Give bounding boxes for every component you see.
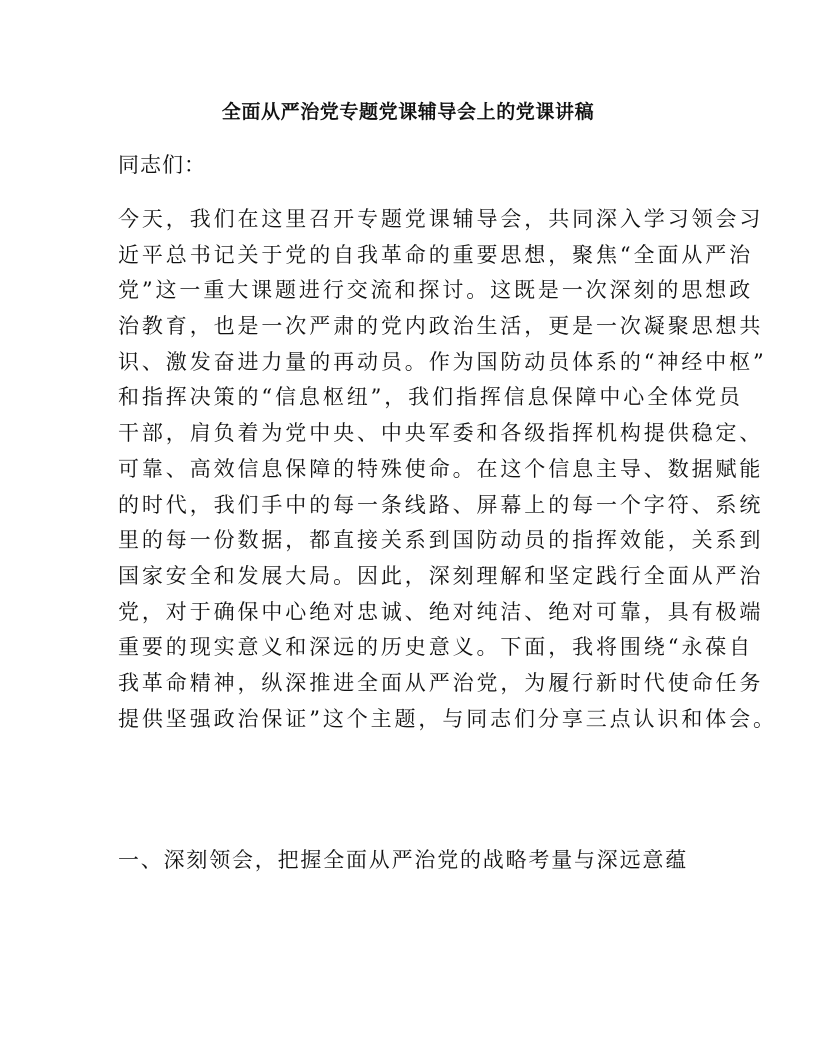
section-heading: 一、深刻领会，把握全面从严治党的战略考量与深远意蕴 <box>118 848 688 872</box>
paragraph-line: 和指挥决策的“信息枢纽”，我们指挥信息保障中心全体党员 <box>118 385 743 410</box>
paragraph-line: 治教育，也是一次严肃的党内政治生活，更是一次凝聚思想共 <box>118 314 764 339</box>
paragraph-line: 干部，肩负着为党中央、中央军委和各级指挥机构提供稳定、 <box>118 421 764 446</box>
paragraph-line: 国家安全和发展大局。因此，深刻理解和坚定践行全面从严治 <box>118 563 764 588</box>
paragraph-line: 里的每一份数据，都直接关系到国防动员的指挥效能，关系到 <box>118 528 764 553</box>
body-paragraph <box>118 204 777 739</box>
paragraph-line: 我革命精神，纵深推进全面从严治党，为履行新时代使命任务 <box>118 670 764 695</box>
paragraph-line: 重要的现实意义和深远的历史意义。下面，我将围绕“永葆自 <box>118 635 754 660</box>
document-title: 全面从严治党专题党课辅导会上的党课讲稿 <box>221 101 595 123</box>
paragraph-line: 识、激发奋进力量的再动员。作为国防动员体系的“神经中枢” <box>118 349 767 374</box>
paragraph-line: 党”这一重大课题进行交流和探讨。这既是一次深刻的思想政 <box>118 278 754 303</box>
paragraph-line: 党，对于确保中心绝对忠诚、绝对纯洁、绝对可靠，具有极端 <box>118 599 764 624</box>
paragraph-line: 提供坚强政治保证”这个主题，与同志们分享三点认识和体会。 <box>118 706 777 731</box>
salutation: 同志们： <box>118 153 206 177</box>
paragraph-line: 的时代，我们手中的每一条线路、屏幕上的每一个字符、系统 <box>118 492 764 517</box>
paragraph-line: 近平总书记关于党的自我革命的重要思想，聚焦“全面从严治 <box>118 242 754 267</box>
paragraph-line: 可靠、高效信息保障的特殊使命。在这个信息主导、数据赋能 <box>118 456 764 481</box>
paragraph-line: 今天，我们在这里召开专题党课辅导会，共同深入学习领会习 <box>118 207 764 231</box>
